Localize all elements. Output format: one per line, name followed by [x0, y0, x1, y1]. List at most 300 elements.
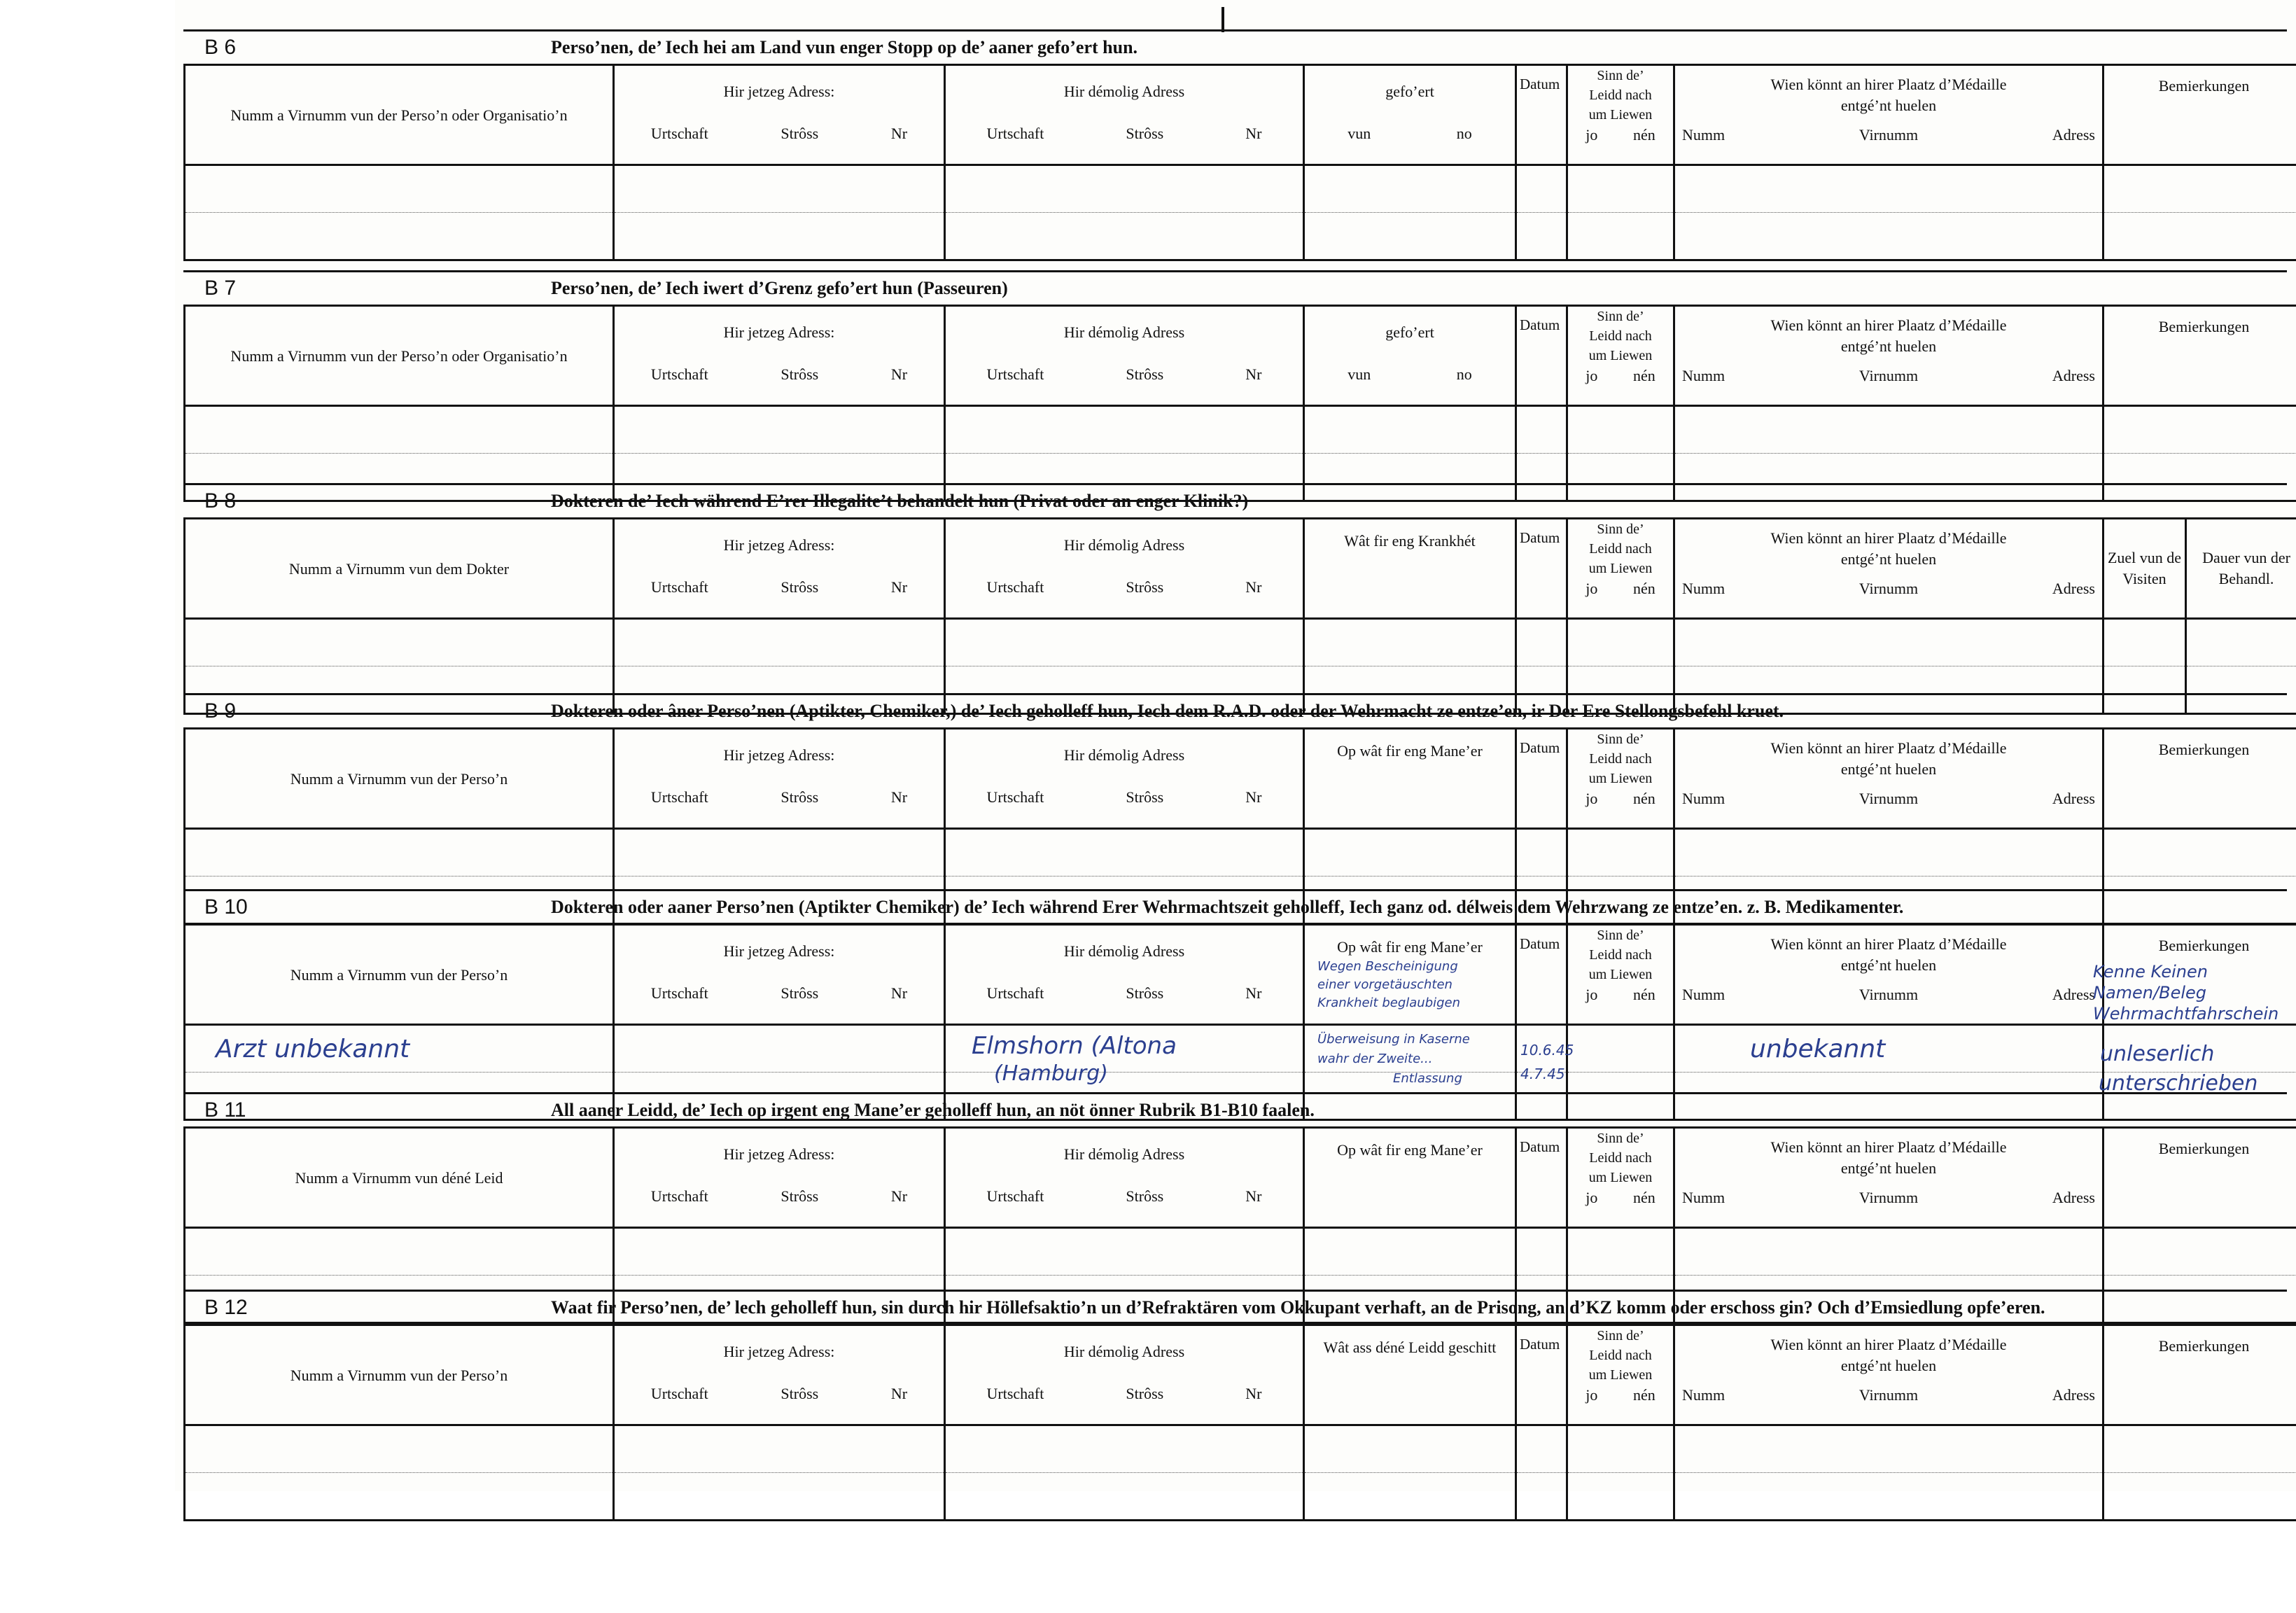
- blank-cell: [1516, 406, 1567, 454]
- address-subheaders: [615, 1385, 944, 1403]
- blank-cell: [1516, 165, 1567, 213]
- blank-cell: [185, 1425, 614, 1473]
- handwritten-wien-name: unbekannt: [1750, 1035, 1886, 1063]
- virnumm-label: Virnumm: [1858, 367, 1919, 384]
- section-title: Dokteren oder âner Perso’nen (Aptikter, Chemiker,) de’ Iech geholleff hun, Iech dem R.A.D. oder der Wehrmacht ze entze’en, ir Der Ere Stellongsbefehl kruet.: [551, 701, 1784, 721]
- wien-label: Wien könnt an hirer Plaatz d’Médaille entgé’nt huelen: [1770, 76, 2007, 114]
- wien-subheaders: [1682, 790, 2095, 808]
- jo-label: jo: [1586, 1386, 1598, 1404]
- leidd-label: Sinn de’ Leidd nach um Liewen: [1588, 68, 1653, 123]
- urtschaft-label: Urtschaft: [650, 984, 708, 1002]
- activity-col: [1304, 306, 1516, 406]
- handwritten-manner-6: Entlassung: [1393, 1071, 1462, 1086]
- address-subheaders: [615, 1187, 944, 1206]
- section-title: Dokteren de’ Iech während E’rer Illegalite’t behandelt hun (Privat oder an enger Klinik?): [551, 491, 1249, 511]
- blank-cell: [1567, 1025, 1674, 1073]
- blank-cell: [2104, 406, 2296, 454]
- blank-cell: [945, 213, 1304, 260]
- blank-cell: [614, 829, 945, 877]
- visits-label: Zuel vun de Visiten: [2107, 549, 2182, 587]
- activity-col: [1304, 1325, 1516, 1425]
- nen-label: nén: [1632, 1189, 1656, 1206]
- nen-label: nén: [1632, 580, 1656, 597]
- handwritten-remark-4: unleserlich: [2100, 1042, 2215, 1066]
- current-address-col: [614, 519, 945, 619]
- alive-col: [1567, 1325, 1674, 1425]
- section-table: [183, 305, 2296, 502]
- fold-mark: [1222, 7, 1224, 32]
- address-label: Hir jetzeg Adress:: [723, 1145, 835, 1163]
- name-col: [185, 729, 614, 829]
- activity-label: Op wât fir eng Mane’er: [1337, 1141, 1483, 1159]
- address-subheaders: [615, 984, 944, 1003]
- address-subheaders: [615, 125, 944, 143]
- datum-label: Datum: [1520, 529, 1560, 546]
- address-subheaders: [946, 1385, 1303, 1403]
- section-header: [183, 1092, 2287, 1126]
- medal-col: [1674, 1128, 2104, 1228]
- nr-label: Nr: [1245, 788, 1262, 806]
- blank-cell: [1674, 1425, 2104, 1473]
- jo-nen-labels: [1568, 126, 1673, 144]
- handwritten-manner-4: Überweisung in Kaserne: [1317, 1032, 1470, 1047]
- urtschaft-label: Urtschaft: [986, 365, 1044, 383]
- section-b8: [183, 483, 2290, 715]
- wien-subheaders: [1682, 986, 2095, 1004]
- date-col: [1516, 1325, 1567, 1425]
- col-name-label: Numm a Virnumm vun der Perso’n: [290, 770, 508, 788]
- section-b7: [183, 270, 2287, 502]
- stross-label: Strôss: [1126, 578, 1164, 596]
- section-title: Waat fir Perso’nen, de’ lech geholleff hun, sin durch hir Höllefsaktio’n un d’Refraktären vom Okkupant verhaft, an de Prisong, an d’KZ komm oder erschoss gin? Och d’Emsiedlung opfe’eren.: [551, 1297, 2045, 1318]
- blank-cell: [1567, 213, 1674, 260]
- jo-label: jo: [1586, 126, 1598, 144]
- handwritten-remark-3: Wehrmachtfahrschein: [2093, 1004, 2279, 1024]
- handwritten-date-1: 10.6.45: [1520, 1042, 1574, 1059]
- former-address-col: [945, 306, 1304, 406]
- date-col: [1516, 925, 1567, 1025]
- blank-cell: [2104, 619, 2186, 666]
- jo-nen-labels: [1568, 986, 1673, 1004]
- address-subheaders: [946, 365, 1303, 384]
- activity-label: gefo’ert: [1385, 323, 1434, 341]
- section-title: Perso’nen, de’ Iech iwert d’Grenz gefo’ert hun (Passeuren): [551, 278, 1008, 298]
- section-title: All aaner Leidd, de’ Iech op irgent eng Mane’er geholleff hun, an nöt önner Rubrik B1-B10 faalen.: [551, 1100, 1315, 1120]
- leidd-label: Sinn de’ Leidd nach um Liewen: [1588, 1328, 1653, 1383]
- nr-label: Nr: [1245, 984, 1262, 1002]
- blank-cell: [1304, 1425, 1516, 1473]
- blank-cell: [614, 165, 945, 213]
- numm-label: Numm: [1682, 580, 1726, 597]
- section-code: B 10: [204, 895, 248, 919]
- address-subheaders: [946, 125, 1303, 143]
- remarks-col: [2104, 65, 2296, 165]
- blank-cell: [1304, 406, 1516, 454]
- wien-label: Wien könnt an hirer Plaatz d’Médaille entgé’nt huelen: [1770, 1336, 2007, 1374]
- section-header: [183, 889, 2287, 923]
- blank-cell: [1304, 1473, 1516, 1521]
- name-col: [185, 519, 614, 619]
- numm-label: Numm: [1682, 1386, 1726, 1404]
- blank-cell: [1516, 1473, 1567, 1521]
- adress-label: Adress: [2052, 1386, 2095, 1404]
- current-address-col: [614, 306, 945, 406]
- jo-nen-labels: [1568, 580, 1673, 598]
- wien-subheaders: [1682, 1189, 2095, 1207]
- section-code: B 9: [204, 699, 237, 722]
- datum-label: Datum: [1520, 1336, 1560, 1353]
- remarks-col: [2104, 1128, 2296, 1228]
- address-label: Hir démolig Adress: [1063, 942, 1185, 960]
- col-name-label: Numm a Virnumm vun der Perso’n: [290, 966, 508, 984]
- urtschaft-label: Urtschaft: [986, 1187, 1044, 1205]
- no-label: no: [1456, 365, 1472, 383]
- blank-cell: [1304, 829, 1516, 877]
- section-header: [183, 1290, 2287, 1324]
- stross-label: Strôss: [1126, 1385, 1164, 1402]
- blank-cell: [1674, 1025, 2104, 1073]
- activity-subheaders: [1305, 365, 1515, 384]
- nr-label: Nr: [890, 984, 908, 1002]
- remarks-label: Bemierkungen: [2158, 1337, 2250, 1355]
- section-b10: [183, 889, 2287, 1121]
- name-col: [185, 1325, 614, 1425]
- datum-label: Datum: [1520, 739, 1560, 756]
- remarks-col: [2104, 729, 2296, 829]
- blank-cell: [1674, 1228, 2104, 1276]
- address-label: Hir démolig Adress: [1063, 323, 1185, 341]
- numm-label: Numm: [1682, 367, 1726, 384]
- former-address-col: [945, 1325, 1304, 1425]
- blank-cell: [185, 165, 614, 213]
- blank-cell: [1516, 1228, 1567, 1276]
- activity-label: Wât fir eng Krankhét: [1344, 532, 1476, 550]
- medal-col: [1674, 729, 2104, 829]
- blank-cell: [2186, 619, 2296, 666]
- col-name-label: Numm a Virnumm vun der Perso’n: [290, 1367, 508, 1384]
- nen-label: nén: [1632, 126, 1656, 144]
- blank-cell: [1516, 619, 1567, 666]
- blank-cell: [185, 1473, 614, 1521]
- address-label: Hir jetzeg Adress:: [723, 536, 835, 554]
- stross-label: Strôss: [780, 984, 819, 1002]
- alive-col: [1567, 306, 1674, 406]
- date-col: [1516, 1128, 1567, 1228]
- datum-label: Datum: [1520, 316, 1560, 333]
- activity-col: [1304, 519, 1516, 619]
- blank-cell: [945, 619, 1304, 666]
- wien-subheaders: [1682, 367, 2095, 385]
- address-subheaders: [615, 788, 944, 806]
- virnumm-label: Virnumm: [1858, 986, 1919, 1003]
- address-label: Hir démolig Adress: [1063, 536, 1185, 554]
- address-subheaders: [946, 788, 1303, 806]
- blank-cell: [945, 829, 1304, 877]
- adress-label: Adress: [2052, 580, 2095, 597]
- date-col: [1516, 729, 1567, 829]
- blank-cell: [185, 829, 614, 877]
- urtschaft-label: Urtschaft: [986, 788, 1044, 806]
- virnumm-label: Virnumm: [1858, 790, 1919, 807]
- blank-cell: [1567, 165, 1674, 213]
- nr-label: Nr: [890, 578, 908, 596]
- stross-label: Strôss: [780, 788, 819, 806]
- blank-cell: [614, 1228, 945, 1276]
- numm-label: Numm: [1682, 790, 1726, 807]
- address-label: Hir démolig Adress: [1063, 746, 1185, 764]
- stross-label: Strôss: [780, 1187, 819, 1205]
- adress-label: Adress: [2052, 126, 2095, 144]
- stross-label: Strôss: [780, 578, 819, 596]
- blank-cell: [2104, 829, 2296, 877]
- name-col: [185, 65, 614, 165]
- address-label: Hir jetzeg Adress:: [723, 1343, 835, 1360]
- remarks-label: Bemierkungen: [2158, 77, 2250, 95]
- activity-label: Op wât fir eng Mane’er: [1337, 938, 1483, 956]
- wien-subheaders: [1682, 580, 2095, 598]
- address-label: Hir démolig Adress: [1063, 83, 1185, 100]
- address-subheaders: [946, 578, 1303, 596]
- handwritten-remark-5: unterschrieben: [2099, 1071, 2258, 1096]
- numm-label: Numm: [1682, 986, 1726, 1003]
- blank-cell: [945, 1228, 1304, 1276]
- handwritten-date-2: 4.7.45: [1520, 1066, 1565, 1082]
- adress-label: Adress: [2052, 986, 2095, 1003]
- wien-label: Wien könnt an hirer Plaatz d’Médaille entgé’nt huelen: [1770, 316, 2007, 355]
- col-name-label: Numm a Virnumm vun déné Leid: [295, 1169, 503, 1187]
- nr-label: Nr: [1245, 1385, 1262, 1402]
- blank-cell: [1567, 619, 1674, 666]
- jo-label: jo: [1586, 790, 1598, 807]
- vun-label: vun: [1348, 365, 1371, 383]
- jo-nen-labels: [1568, 1189, 1673, 1207]
- section-code: B 11: [204, 1098, 246, 1122]
- duration-label: Dauer vun der Behandl.: [2202, 549, 2290, 587]
- name-col: [185, 306, 614, 406]
- col-name-label: Numm a Virnumm vun dem Dokter: [288, 560, 510, 578]
- no-label: no: [1456, 125, 1472, 142]
- virnumm-label: Virnumm: [1858, 1189, 1919, 1206]
- handwritten-manner-5: wahr der Zweite...: [1317, 1052, 1433, 1066]
- wien-label: Wien könnt an hirer Plaatz d’Médaille entgé’nt huelen: [1770, 935, 2007, 974]
- former-address-col: [945, 1128, 1304, 1228]
- blank-cell: [2104, 213, 2296, 260]
- datum-label: Datum: [1520, 935, 1560, 952]
- nr-label: Nr: [890, 365, 908, 383]
- nr-label: Nr: [890, 1385, 908, 1402]
- adress-label: Adress: [2052, 790, 2095, 807]
- virnumm-label: Virnumm: [1858, 580, 1919, 597]
- blank-cell: [1567, 1228, 1674, 1276]
- blank-cell: [614, 619, 945, 666]
- leidd-label: Sinn de’ Leidd nach um Liewen: [1588, 309, 1653, 363]
- blank-cell: [2104, 1425, 2296, 1473]
- urtschaft-label: Urtschaft: [650, 1187, 708, 1205]
- section-code: B 12: [204, 1296, 248, 1319]
- remarks-col: [2104, 306, 2296, 406]
- nen-label: nén: [1632, 367, 1656, 384]
- remarks-label: Bemierkungen: [2158, 318, 2250, 335]
- stross-label: Strôss: [1126, 1187, 1164, 1205]
- handwritten-remark-1: Kenne Keinen: [2093, 962, 2208, 982]
- nen-label: nén: [1632, 986, 1656, 1003]
- medal-col: [1674, 925, 2104, 1025]
- address-subheaders: [946, 1187, 1303, 1206]
- blank-cell: [1674, 213, 2104, 260]
- blank-cell: [1516, 829, 1567, 877]
- blank-cell: [945, 1425, 1304, 1473]
- jo-label: jo: [1586, 580, 1598, 597]
- blank-cell: [614, 1473, 945, 1521]
- current-address-col: [614, 65, 945, 165]
- col-name-label: Numm a Virnumm vun der Perso’n oder Organisatio’n: [230, 106, 568, 124]
- activity-label: Wât ass déné Leidd geschitt: [1323, 1339, 1497, 1356]
- activity-label: gefo’ert: [1385, 83, 1434, 100]
- urtschaft-label: Urtschaft: [986, 125, 1044, 142]
- jo-label: jo: [1586, 986, 1598, 1003]
- jo-nen-labels: [1568, 1386, 1673, 1404]
- leidd-label: Sinn de’ Leidd nach um Liewen: [1588, 928, 1653, 982]
- duration-col: [2186, 519, 2296, 619]
- current-address-col: [614, 729, 945, 829]
- wien-label: Wien könnt an hirer Plaatz d’Médaille entgé’nt huelen: [1770, 529, 2007, 568]
- wien-label: Wien könnt an hirer Plaatz d’Médaille entgé’nt huelen: [1770, 739, 2007, 778]
- nr-label: Nr: [890, 788, 908, 806]
- section-header: [183, 29, 2287, 64]
- medal-col: [1674, 1325, 2104, 1425]
- section-table: [183, 64, 2296, 261]
- former-address-col: [945, 519, 1304, 619]
- datum-label: Datum: [1520, 1138, 1560, 1155]
- address-label: Hir jetzeg Adress:: [723, 746, 835, 764]
- blank-cell: [1304, 1228, 1516, 1276]
- address-label: Hir démolig Adress: [1063, 1145, 1185, 1163]
- blank-cell: [1567, 829, 1674, 877]
- date-col: [1516, 65, 1567, 165]
- blank-cell: [614, 213, 945, 260]
- alive-col: [1567, 729, 1674, 829]
- jo-label: jo: [1586, 367, 1598, 384]
- jo-nen-labels: [1568, 790, 1673, 808]
- blank-cell: [1674, 619, 2104, 666]
- wien-subheaders: [1682, 1386, 2095, 1404]
- handwritten-manner-1: Wegen Bescheinigung: [1317, 959, 1458, 974]
- blank-cell: [185, 1228, 614, 1276]
- vun-label: vun: [1348, 125, 1371, 142]
- date-col: [1516, 306, 1567, 406]
- stross-label: Strôss: [1126, 365, 1164, 383]
- alive-col: [1567, 1128, 1674, 1228]
- blank-cell: [1674, 1473, 2104, 1521]
- leidd-label: Sinn de’ Leidd nach um Liewen: [1588, 732, 1653, 786]
- nr-label: Nr: [1245, 365, 1262, 383]
- address-label: Hir jetzeg Adress:: [723, 323, 835, 341]
- current-address-col: [614, 1325, 945, 1425]
- leidd-label: Sinn de’ Leidd nach um Liewen: [1588, 522, 1653, 576]
- nr-label: Nr: [1245, 1187, 1262, 1205]
- urtschaft-label: Urtschaft: [650, 125, 708, 142]
- stross-label: Strôss: [1126, 984, 1164, 1002]
- adress-label: Adress: [2052, 1189, 2095, 1206]
- leidd-label: Sinn de’ Leidd nach um Liewen: [1588, 1131, 1653, 1185]
- section-b12: [183, 1290, 2287, 1521]
- name-col: [185, 925, 614, 1025]
- jo-label: jo: [1586, 1189, 1598, 1206]
- handwritten-former-address-2: (Hamburg): [994, 1061, 1109, 1086]
- activity-label: Op wât fir eng Mane’er: [1337, 742, 1483, 760]
- blank-cell: [185, 213, 614, 260]
- activity-col: [1304, 65, 1516, 165]
- address-subheaders: [615, 365, 944, 384]
- remarks-label: Bemierkungen: [2158, 1140, 2250, 1157]
- handwritten-manner-3: Krankheit beglaubigen: [1317, 996, 1461, 1010]
- section-header: [183, 693, 2287, 727]
- urtschaft-label: Urtschaft: [650, 788, 708, 806]
- blank-cell: [1674, 829, 2104, 877]
- section-table: [183, 517, 2296, 715]
- section-code: B 6: [204, 36, 237, 59]
- stross-label: Strôss: [1126, 788, 1164, 806]
- remarks-label: Bemierkungen: [2158, 937, 2250, 954]
- handwritten-manner-2: einer vorgetäuschten: [1317, 977, 1452, 992]
- stross-label: Strôss: [780, 125, 819, 142]
- section-title: Perso’nen, de’ Iech hei am Land vun enger Stopp op de’ aaner gefo’ert hun.: [551, 37, 1138, 57]
- urtschaft-label: Urtschaft: [986, 984, 1044, 1002]
- nr-label: Nr: [1245, 125, 1262, 142]
- adress-label: Adress: [2052, 367, 2095, 384]
- blank-cell: [2104, 1228, 2296, 1276]
- address-label: Hir jetzeg Adress:: [723, 942, 835, 960]
- visits-col: [2104, 519, 2186, 619]
- section-header: [183, 270, 2287, 305]
- blank-cell: [1567, 1473, 1674, 1521]
- virnumm-label: Virnumm: [1858, 126, 1919, 144]
- section-b6: [183, 29, 2287, 261]
- blank-cell: [185, 406, 614, 454]
- urtschaft-label: Urtschaft: [650, 1385, 708, 1402]
- handwritten-former-address: Elmshorn (Altona: [972, 1032, 1177, 1060]
- numm-label: Numm: [1682, 1189, 1726, 1206]
- name-col: [185, 1128, 614, 1228]
- nr-label: Nr: [1245, 578, 1262, 596]
- activity-subheaders: [1305, 125, 1515, 143]
- current-address-col: [614, 1128, 945, 1228]
- former-address-col: [945, 65, 1304, 165]
- medal-col: [1674, 306, 2104, 406]
- numm-label: Numm: [1682, 126, 1726, 144]
- former-address-col: [945, 925, 1304, 1025]
- remarks-label: Bemierkungen: [2158, 741, 2250, 758]
- section-code: B 7: [204, 277, 237, 300]
- stross-label: Strôss: [780, 365, 819, 383]
- section-table: [183, 923, 2296, 1121]
- address-subheaders: [946, 984, 1303, 1003]
- blank-cell: [945, 165, 1304, 213]
- section-code: B 8: [204, 489, 237, 512]
- address-subheaders: [615, 578, 944, 596]
- stross-label: Strôss: [1126, 125, 1164, 142]
- blank-cell: [1674, 165, 2104, 213]
- blank-cell: [1304, 213, 1516, 260]
- section-header: [183, 483, 2287, 517]
- blank-cell: [1567, 1425, 1674, 1473]
- alive-col: [1567, 65, 1674, 165]
- nr-label: Nr: [890, 125, 908, 142]
- blank-cell: [1567, 406, 1674, 454]
- nen-label: nén: [1632, 1386, 1656, 1404]
- stross-label: Strôss: [780, 1385, 819, 1402]
- blank-cell: [1674, 406, 2104, 454]
